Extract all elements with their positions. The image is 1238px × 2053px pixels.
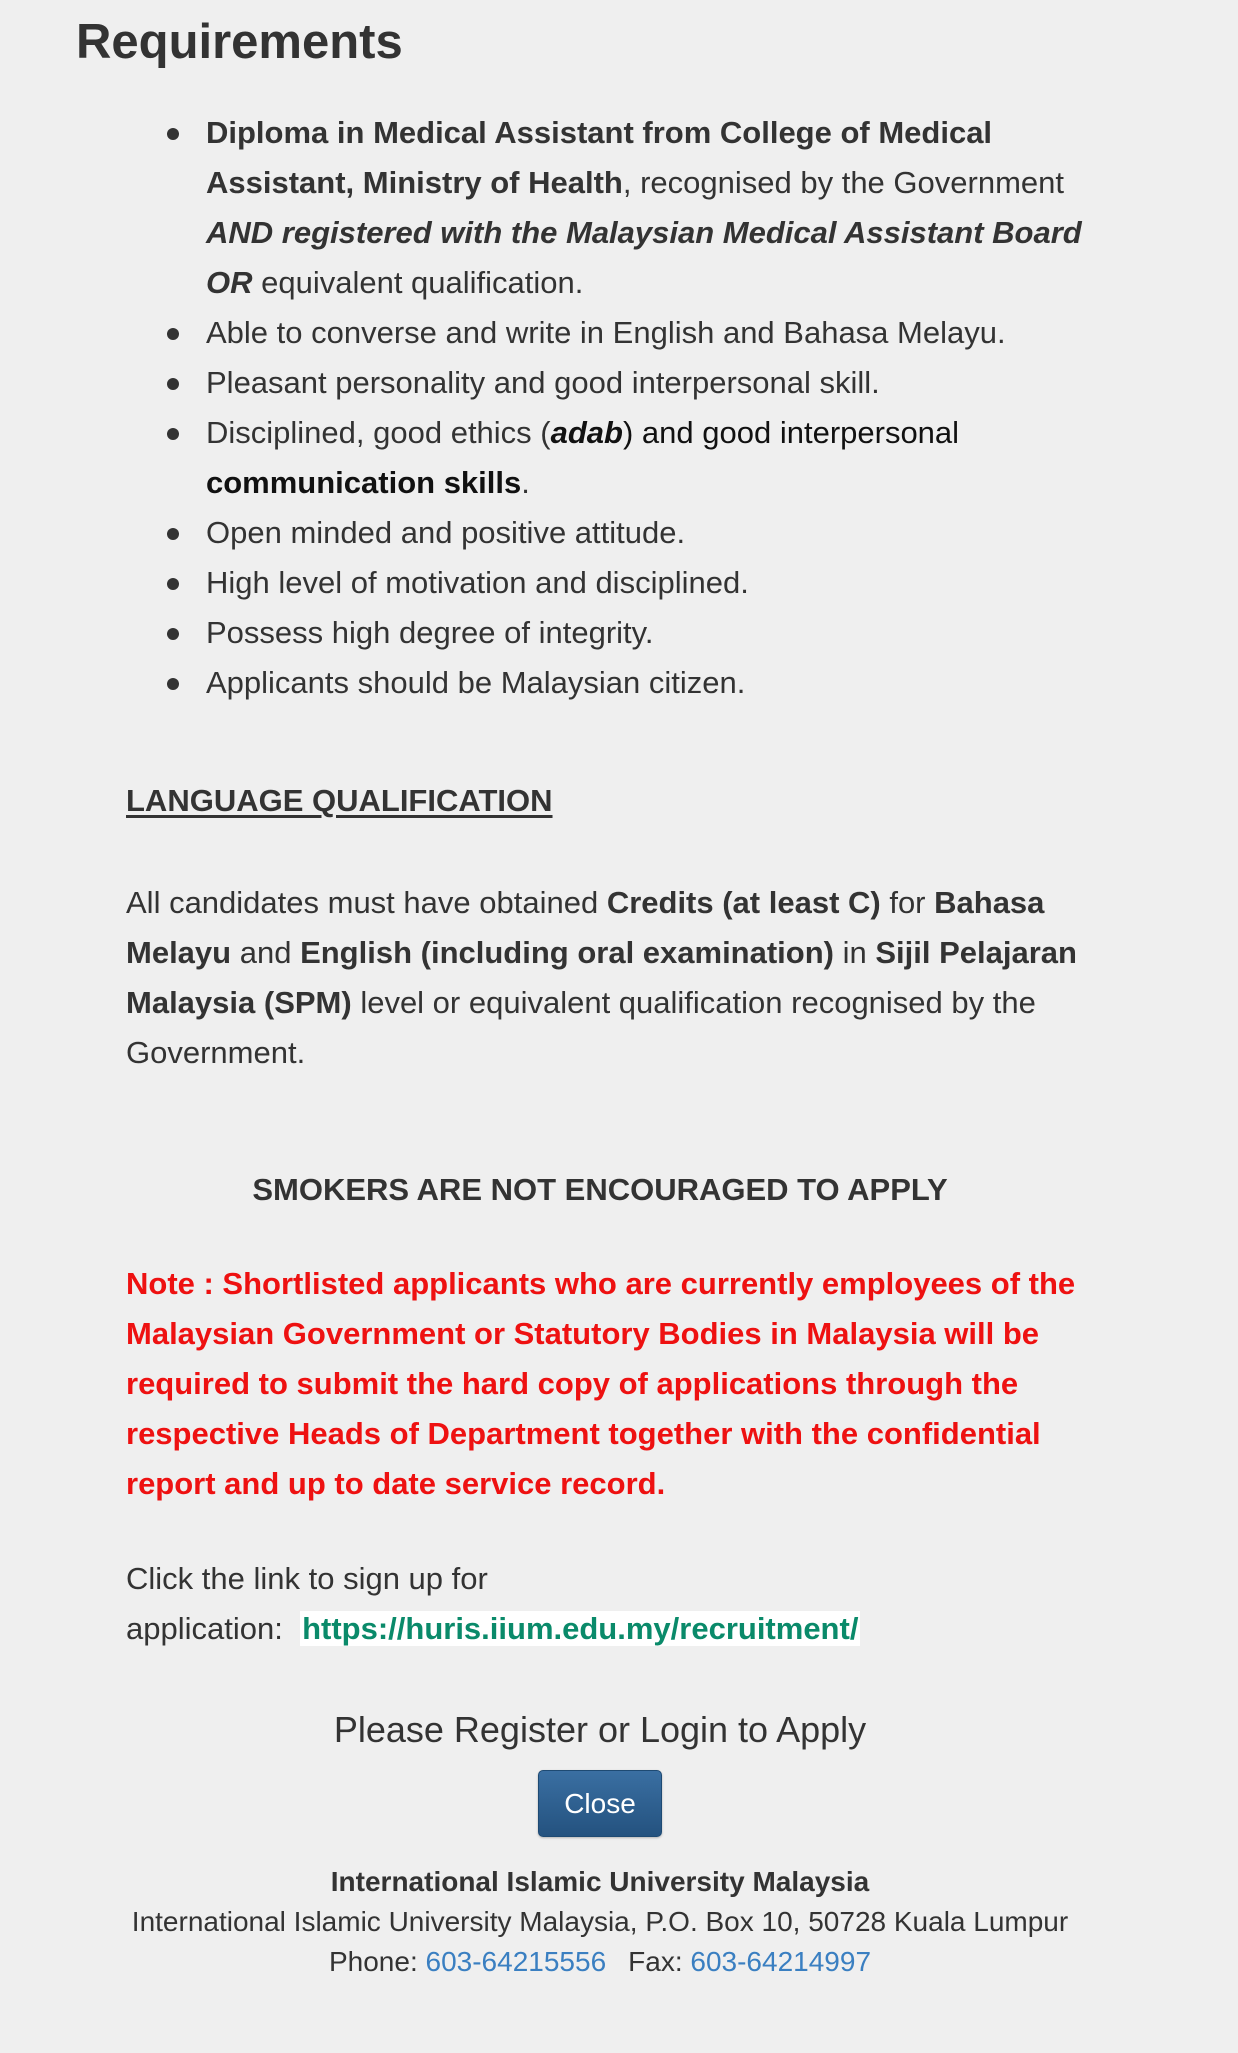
register-login-prompt: Please Register or Login to Apply bbox=[333, 1709, 867, 1750]
req-ethics-bold: communication skills bbox=[206, 465, 522, 500]
close-button[interactable]: Close bbox=[538, 1770, 662, 1837]
phone-link[interactable]: 603-64215556 bbox=[425, 1946, 607, 1977]
footer bbox=[0, 1862, 1200, 1982]
shortlist-note: Note : Shortlisted applicants who are currently employees of the Malaysian Government or Statutory Bodies in Malaysia will be required to submit the hard copy of applications through the respective Heads of Department together with the confidential report and up to date service record. bbox=[126, 1266, 1076, 1501]
lang-bold-spm: Sijil Pelajaran Malaysia (SPM) bbox=[126, 935, 1077, 1020]
language-qualification-title: LANGUAGE QUALIFICATION bbox=[126, 783, 553, 818]
fax-label: Fax: bbox=[628, 1946, 683, 1977]
list-item: Possess high degree of integrity. bbox=[206, 608, 1086, 658]
list-item: Pleasant personality and good interpersonal skill. bbox=[206, 358, 1086, 408]
footer-address: International Islamic University Malaysia, P.O. Box 10, 50728 Kuala Lumpur bbox=[131, 1906, 1069, 1937]
list-item: Open minded and positive attitude. bbox=[206, 508, 1086, 558]
lang-text-4: in bbox=[834, 935, 876, 970]
req-diploma-text: , recognised by the Government bbox=[622, 165, 1064, 200]
language-qualification-text bbox=[126, 878, 1086, 1078]
req-ethics-end: . bbox=[521, 465, 530, 500]
lang-text-3: and bbox=[231, 935, 301, 970]
lang-bold-credits: Credits (at least C) bbox=[606, 885, 881, 920]
req-ethics-adab: adab bbox=[550, 415, 623, 450]
phone-label: Phone: bbox=[328, 1946, 418, 1977]
lang-bold-english: English (including oral examination) bbox=[300, 935, 834, 970]
page-heading: Requirements bbox=[76, 15, 403, 69]
signup-paragraph bbox=[126, 1554, 1086, 1654]
lang-text-2: for bbox=[880, 885, 935, 920]
lang-bold-bm: Bahasa Melayu bbox=[126, 885, 1045, 970]
requirements-list bbox=[206, 108, 1086, 708]
fax-link[interactable]: 603-64214997 bbox=[690, 1946, 872, 1977]
list-item bbox=[206, 408, 1086, 508]
recruitment-link[interactable]: https://huris.iium.edu.my/recruitment/ bbox=[302, 1611, 859, 1646]
req-ethics-text: Disciplined, good ethics ( bbox=[206, 415, 551, 450]
list-item: High level of motivation and disciplined. bbox=[206, 558, 1086, 608]
req-diploma-bold: Diploma in Medical Assistant from College of Medical Assistant, Ministry of Health bbox=[206, 115, 993, 200]
lang-text-1: All candidates must have obtained bbox=[126, 885, 607, 920]
footer-contact bbox=[0, 1942, 1200, 1982]
list-item: Applicants should be Malaysian citizen. bbox=[206, 658, 1086, 708]
list-item bbox=[206, 108, 1086, 308]
smokers-notice: SMOKERS ARE NOT ENCOURAGED TO APPLY bbox=[252, 1172, 948, 1207]
req-ethics-mid: ) and good interpersonal bbox=[622, 415, 960, 450]
list-item: Able to converse and write in English and Bahasa Melayu. bbox=[206, 308, 1086, 358]
req-diploma-bold-italic: AND registered with the Malaysian Medical Assistant Board OR bbox=[206, 215, 1082, 300]
footer-org-name: International Islamic University Malaysia bbox=[330, 1866, 870, 1897]
lang-text-5: level or equivalent qualification recognised by the Government. bbox=[126, 985, 1036, 1070]
signup-text: Click the link to sign up for application: bbox=[126, 1561, 488, 1646]
req-diploma-end: equivalent qualification. bbox=[252, 265, 584, 300]
